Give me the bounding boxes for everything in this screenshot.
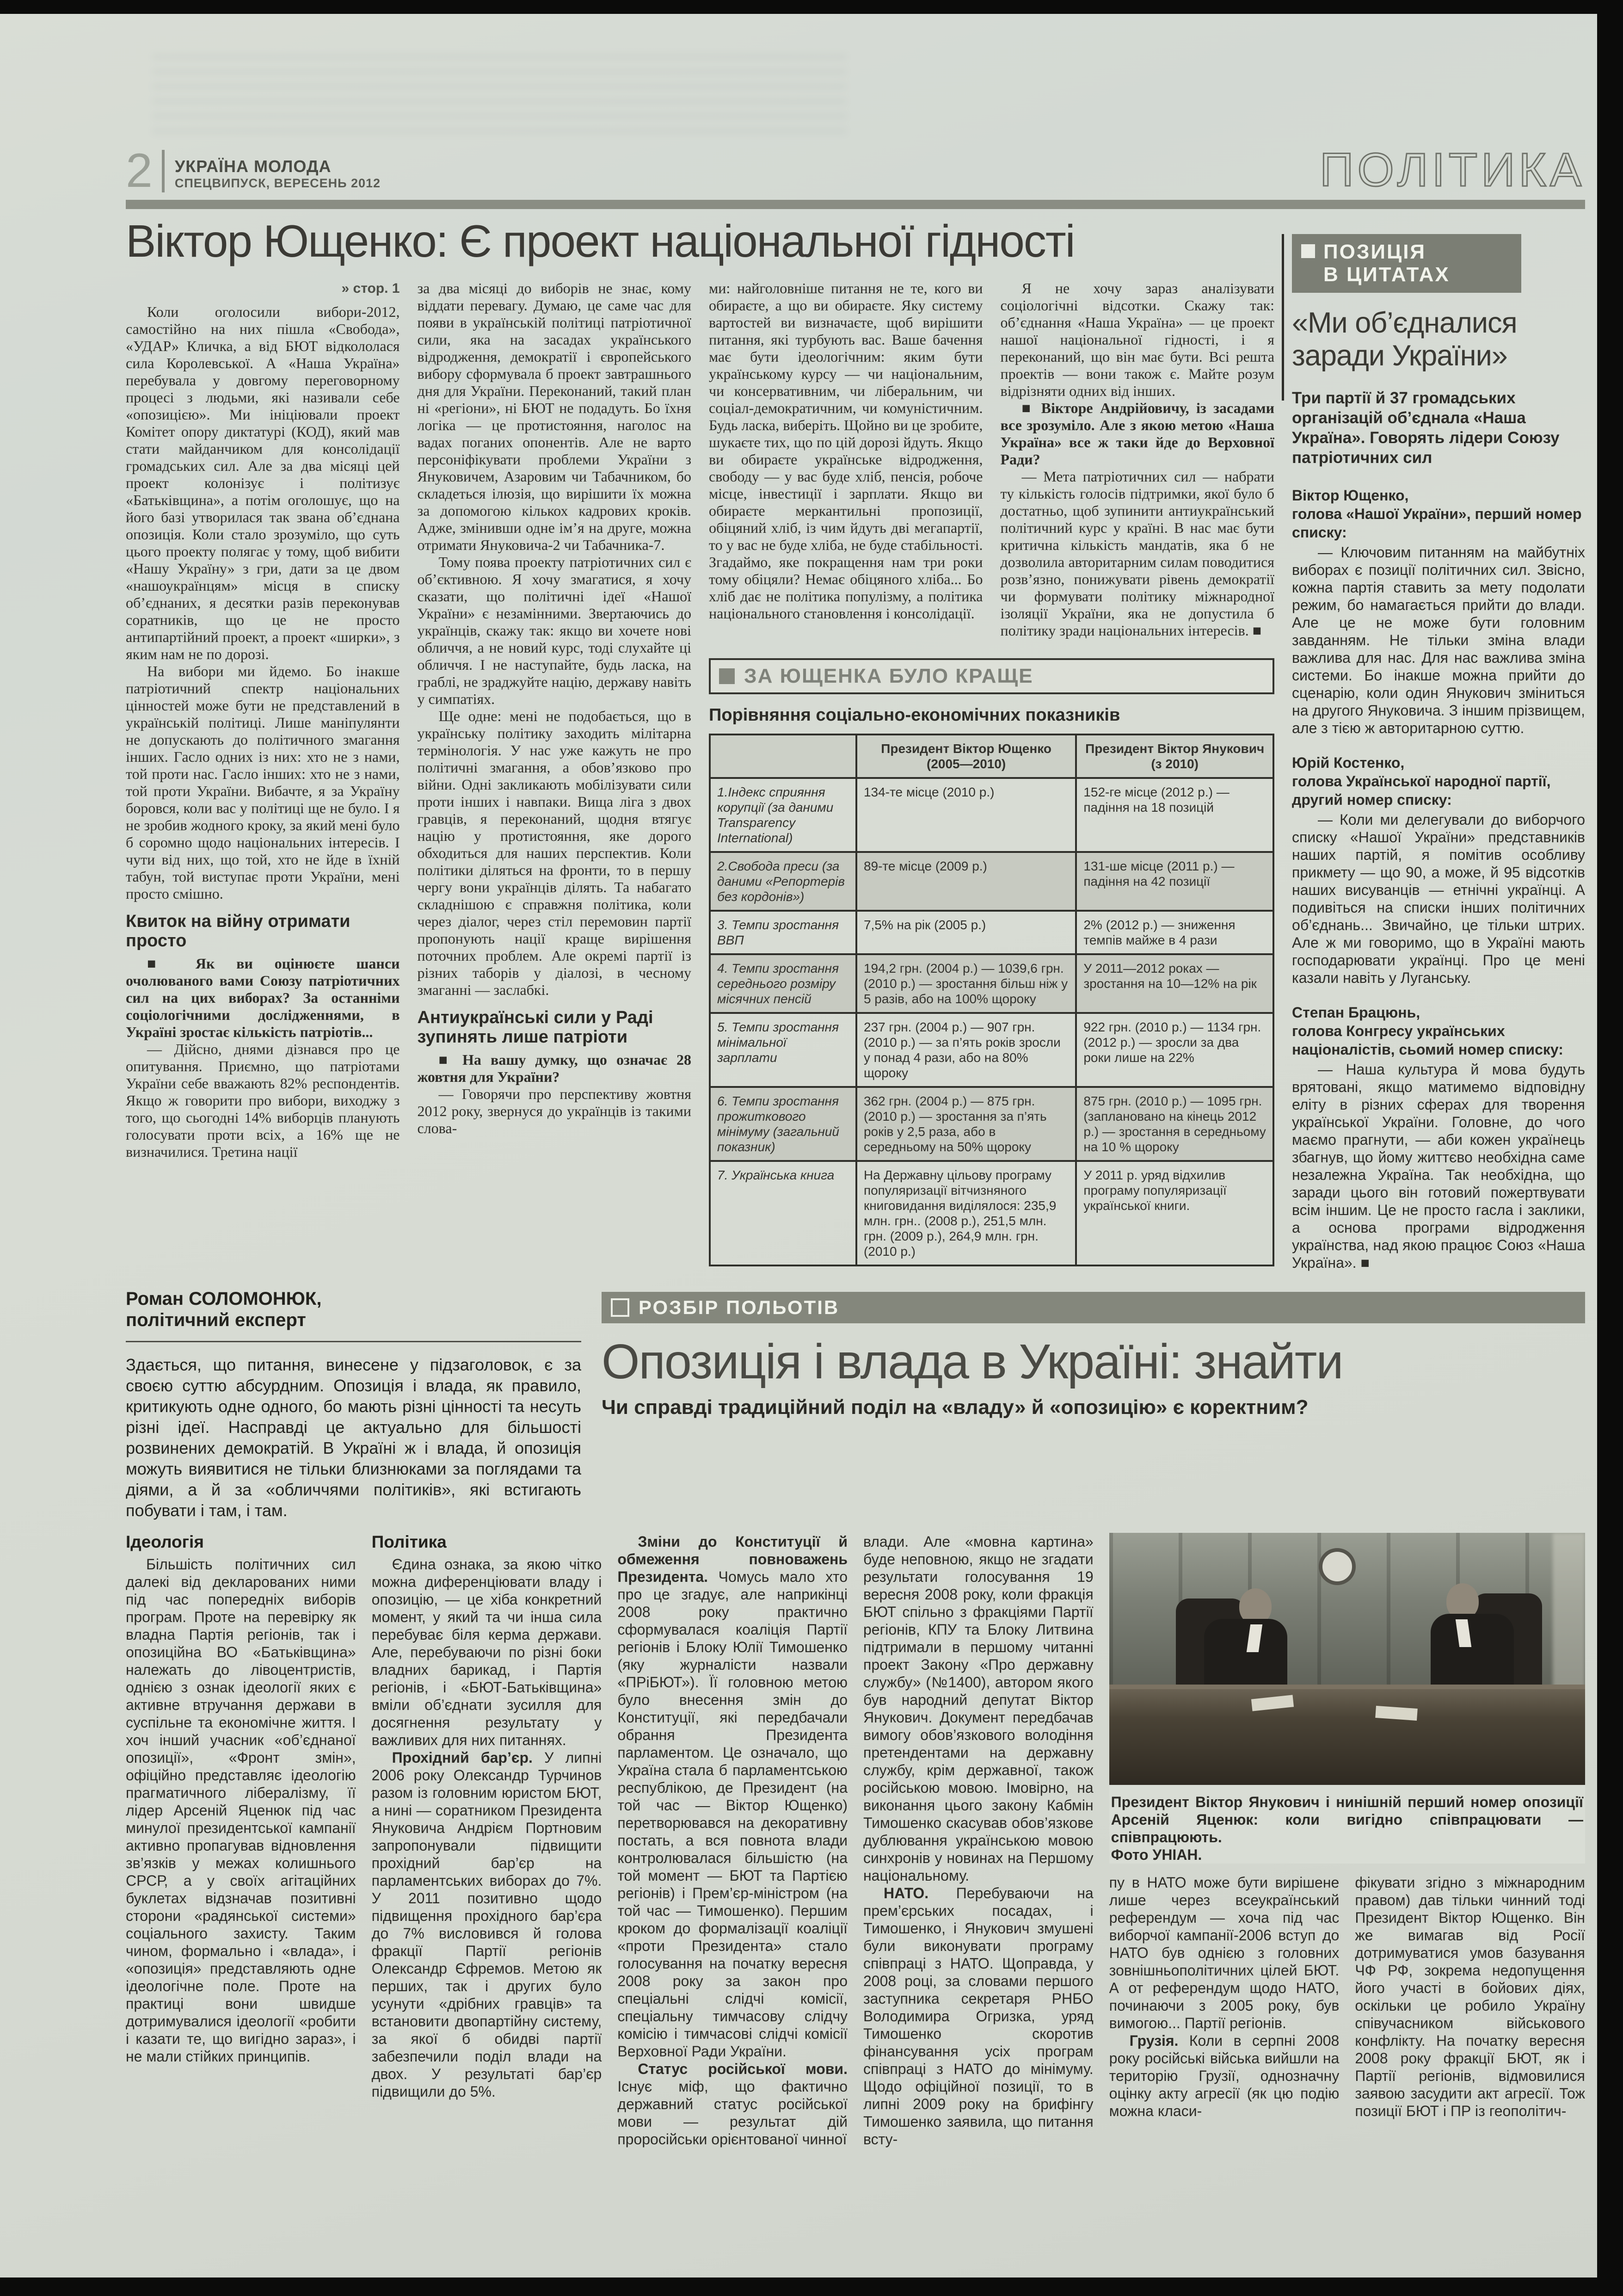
quote-bratsyun: [1292, 1003, 1585, 1271]
row-label: 7. Українська книга: [710, 1161, 856, 1265]
paragraph: [1109, 2032, 1340, 2120]
interview-answer: — Мета патріотичних сил — набрати ту кількість голосів підтримки, якої було б достатньо, щоб зупинити антиукраїнський політичний курс у країні. В нас має бути критична кількість мандатів, яка б не дозволила авторитарним силам поводитися розв’язно, понижувати рівень демократії чи формувати політику міжнародної ізоляції України, яка не допустила б політику зради національних інтересів. ■: [1000, 468, 1275, 639]
bottom-column-6: [1355, 1874, 1585, 2120]
interview-question: ■ Вікторе Андрійовичу, із засадами все зрозуміло. Але з якою метою «Наша Україна» все ж таки йде до Верховної Ради?: [1000, 399, 1275, 468]
sidebar-lead: Три партії й 37 громадських організацій об’єднала «Наша Україна». Говорять лідери Союзу патріотичних сил: [1292, 389, 1560, 467]
article-intro: Здається, що питання, винесене у підзаголовок, є за своєю суттю абсурдним. Опозиція і влада, як правило, критикують одне одного, бо мають різні цінності та несуть різні ідеї. Насправді це актуально для більшості розвинених демократій. В Україні ж і влада, й опозиція можуть виявитися не тільки близнюками за поглядами та діями, а й за «обличчями політиків», які встигають побувати і там, і там.: [126, 1355, 581, 1520]
yushchenko-value: 89-те місце (2009 р.): [856, 852, 1076, 911]
bottom-kicker: [602, 1292, 1585, 1323]
author-rule: [126, 1341, 581, 1342]
paragraph: Ще одне: мені не подобається, що в українську політику заходить мілітарна термінологія. У нас уже кажуть не про політичні змагання, а обов’язково про війни. Одні закликають мобілізувати сили проти інших і навпаки. Вища ліга з двох гравців, я переконаний, щодня втягує націю у протистояння, яке дорого обходиться для наших перспектив. Коли політики діляться на фронти, то в першу чергу вони українців ділять. Та набагато складнішою є справжня політика, коли через діалог, через стіл перемовин партії пропонують нації краще вирішення поточних проблем. Але окремі партії із різних таборів у діалозі, в чесному змаганні — заслабкі.: [417, 707, 691, 998]
newspaper-page: [0, 14, 1597, 2277]
article-subhead: Антиукраїнські сили у Раді зупинять лише патріоти: [417, 1007, 653, 1047]
author-role: політичний експерт: [126, 1309, 306, 1330]
yushchenko-value: 362 грн. (2004 р.) — 875 грн. (2010 р.) — зростання за п’ять років у 2,5 раза, або в середньому на 50% щороку: [856, 1087, 1076, 1161]
paragraph: Єдина ознака, за якою чітко можна диференціювати владу і опозицію, — це хіба конкретний момент, у який та чи інша сила перебуває біля керма держави. Але, перебуваючи по різні боки владних барикад, і Партія регіонів, і «БЮТ-Батьківщина» вміли об’єднати зусилля для досягнення результату у важливих для них питаннях.: [371, 1555, 602, 1748]
yanukovych-header: Президент Віктор Янукович (з 2010): [1076, 734, 1273, 778]
photo-yanukovych-yatsenyuk: [1109, 1533, 1585, 1785]
paragraph-rest: Перебуваючи на прем’єрських посадах, і Тимошенко, і Янукович змушені були виконувати програму співпраці з НАТО. Щоправда, у 2008 році, за словами першого заступника секретаря РНБО Володимира Огризка, уряд Тимошенко скоротив фінансування усіх програм співпраці з НАТО до мінімуму. Щодо офіційної позиції, то в липні 2009 року на брифінгу Тимошенко заявила, що питання всту-: [863, 1884, 1094, 2148]
quote-author: [1292, 753, 1585, 809]
author-role: голова Конгресу українських націоналістів, сьомий номер списку:: [1292, 1022, 1563, 1058]
column-head: Політика: [371, 1532, 447, 1551]
author-name: Степан Брацюнь,: [1292, 1004, 1420, 1021]
paragraph-rest: Коли в серпні 2008 року російські війська вийшли на територію Грузії, однозначну оцінку акту агресії (як цю подію можна класи-: [1109, 2032, 1340, 2119]
photo-caption: Президент Віктор Янукович і нинішній перший номер опозиції Арсеній Яценюк: коли вигідно співпрацювати — співпрацюють.: [1111, 1793, 1583, 1845]
bottom-article: [126, 1288, 1585, 2148]
paragraph: [863, 1884, 1094, 2148]
yushchenko-header: Президент Віктор Ющенко (2005—2010): [856, 734, 1076, 778]
photo-wall-clock: [1319, 1548, 1356, 1585]
sidebar-kicker-label: [1323, 241, 1450, 286]
brand-name: УКРАЇНА МОЛОДА: [174, 156, 332, 176]
yanukovych-value: У 2011 р. уряд відхилив програму популяризації української книги.: [1076, 1161, 1273, 1265]
article-column-1: [126, 280, 400, 1271]
bottom-column-3: [617, 1533, 848, 2148]
quote-author: [1292, 1003, 1585, 1059]
paragraph-rest: Існує міф, що фактично державний статус російської мови — результат дій проросійськи орієнтованої чинної: [617, 2078, 848, 2148]
paragraph: Коли оголосили вибори-2012, самостійно на них пішла «Свобода», «УДАР» Кличка, а від БЮТ відкололася сила Королевської. А «Наша Україна» перебувала у довгому переговорному процесі з людьми, які називали себе «опозицією». Ми ініціювали проект Комітет опору диктатурі (КОД), який мав стати майданчиком для консолідації громадських сил. Але за два місяці цей проект колонізує і політизує «Батьківщина», а потім оголошує, що на його базі утворилася так звана об’єднана опозиція. Коли стало зрозуміло, що суть цього проекту полягає у тому, щоб вибити «Нашу Україну» з гри, дати за це двом «нашоукраїнцям» місця в списку об’єднаних, я десятки разів переконував соратників, що це не просто антипартійний проект, а проект «ширки», з яким нам не по дорозі.: [126, 303, 400, 662]
table-kicker: [709, 658, 1274, 694]
yushchenko-value: 134-те місце (2010 р.): [856, 778, 1076, 852]
comparison-table-block: [709, 658, 1274, 1271]
paragraph: фікувати згідно з міжнародним правом) дав тільки чинний тоді Президент Віктор Ющенко. Він же вимагав від Росії дотримуватися умов базування ЧФ РФ, зокрема недопущення його участі в бойових діях, оскільки це робило Україну співучасником військового конфлікту. На початку вересня 2008 року фракції БЮТ, як і Партії регіонів, відмовилися заявою засудити акт агресії. Тож позиції БЮТ і ПР із геополітич-: [1355, 1874, 1585, 2119]
table-row: [710, 911, 1273, 954]
paragraph: ми: найголовніше питання не те, кого ви обираєте, а що ви обираєте. Яку систему вартостей ви визначаєте, щоб вирішити питання, які турбують вас. Ваше бачення має бути ідеологічним: яким бути українському курсу — чи національним, чи консервативним, чи ліберальним, чи соціал-демократичним, чи комуністичним. Будь ласка, виберіть. Щойно ви це зробите, шукаєте тих, що по цій дорозі йдуть. Якщо ви обираєте українське відродження, свободу — у вас буде хліб, пенсія, робоче місце, інвестиції і зарплати. Якщо ви обираєте меркантильні пропозиції, обіцяний хліб, із чим йдуть дві мегапартії, то у вас не буде хліба, не буде стабільності. Згадаймо, яке покращення нам три роки тому обіцяли? Немає обіцяного хліба... Бо хліб дає не політика популізму, а політика національного становлення і консолідації.: [709, 279, 983, 622]
table-body: [710, 778, 1273, 1265]
row-label: 5. Темпи зростання мінімальної зарплати: [710, 1013, 856, 1087]
yushchenko-value: 194,2 грн. (2004 р.) — 1039,6 грн. (2010 р.) — зростання більш ніж у 5 разів, або на 100% щороку: [856, 954, 1076, 1013]
author-block: [126, 1288, 581, 1521]
yushchenko-value: 237 грн. (2004 р.) — 907 грн. (2010 р.) — за п’ять років зросли у понад 4 рази, або на 80% щороку: [856, 1013, 1076, 1087]
column-head: Ідеологія: [126, 1532, 204, 1551]
paragraph: за два місяці до виборів не знає, кому віддати перевагу. Думаю, це саме час для появи в українській політиці патріотичної сили, яка на засадах українського відродження, демократії і європейського вибору сформувала б проект завтрашнього дня для України. Переконаний, такий план ні «регіони», ні БЮТ не подадуть. Бо їхня логіка — це протистояння, наголос на вадах поганих опонентів. Але не варто персоніфікувати проблеми України з Януковичем, Азаровим чи Табачником, бо складеться ілюзія, що вирішити їх можна за допомогою кількох кадрових кроків. Адже, змінивши одне ім’я на друге, можна отримати Януковича-2 чи Табачника-7.: [417, 279, 691, 553]
paragraph-lead: Статус російської мови.: [638, 2060, 848, 2077]
paragraph: На вибори ми йдемо. Бо інакше патріотичний спектр національних цінностей може бути не представлений в українській політиці. Лише маніпулянти не допускають до політичного змагання інших. Гасло одних із них: хто не з нами, той проти нас. Гасло інших: хто не з нами, той проти України. Вибачте, я за Україну боровся, коли вас у політиці ще не було. І я не зробив жодного кроку, за який мені було б соромно щодо національних інтересів. І чути від них, що той, хто не йде в їхній табун, той виступає проти України, мені просто смішно.: [126, 662, 400, 902]
author-name: Віктор Ющенко,: [1292, 487, 1409, 504]
paragraph-lead: Прохідний бар’єр.: [392, 1749, 533, 1766]
quote-author: [1292, 486, 1585, 542]
page-content: [126, 133, 1585, 2269]
row-label: 6. Темпи зростання прожиткового мінімуму (загальний показник): [710, 1087, 856, 1161]
bottom-body: [126, 1533, 1585, 2148]
bottom-column-1: [126, 1533, 356, 2148]
indicator-header: [710, 734, 856, 778]
row-label: 1.Індекс сприяння корупції (за даними Transparency International): [710, 778, 856, 852]
table-kicker-label: ЗА ЮЩЕНКА БУЛО КРАЩЕ: [744, 664, 1033, 687]
yanukovych-value: 2% (2012 р.) — зниження темпів майже в 4 рази: [1076, 911, 1273, 954]
bottom-column-4: [863, 1533, 1094, 2148]
article-subhead: Квиток на війну отримати просто: [126, 911, 350, 950]
bottom-column-5: [1109, 1874, 1340, 2120]
page-number: 2: [126, 150, 165, 192]
bottom-subhead: Чи справді традиційний поділ на «владу» й «опозицію» є коректним?: [602, 1396, 1309, 1419]
quote-yushchenko: [1292, 486, 1585, 737]
table-header-row: [710, 734, 1273, 778]
photo-and-columns: [1109, 1533, 1585, 2148]
photo-credit: Фото УНІАН.: [1111, 1846, 1202, 1863]
comparison-table: [709, 734, 1274, 1266]
bottom-header: [126, 1288, 1585, 1521]
paragraph-rest: У липні 2006 року Олександр Турчинов разом із головним юристом БЮТ, а нині — соратником Президента Януковича Андрієм Портновим запропонували підвищити прохідний бар’єр на парламентських виборах до 7%. У 2011 позитивно щодо підвищення прохідного бар’єра до 7% висловився й голова фракції Партії регіонів Олександр Єфремов. Метою як перших, так і других було усунути «дрібних гравців» та встановити двопартійну систему, за якої б обидві партії забезпечили поділ влади на двох. У результаті бар’єр підвищили до 5%.: [371, 1749, 602, 2100]
paragraph: [372, 1749, 602, 2100]
quote-text: — Коли ми делегували до виборчого списку «Нашої України» представників наших партій, я помітив особливу прикмету — що 90, а може, й 95 відсотків наших висуванців — етнічні українці. А подивіться на списки інших політичних об’єднань... Звичайно, це тільки штрих. Але ж ми говоримо, що в Україні мають господарювати українці. Про це мені казали навіть у Луганську.: [1292, 811, 1585, 986]
yushchenko-value: На Державну цільову програму популяризації вітчизняного книговидання виділялося: 235,9 млн. грн.. (2008 р.), 251,5 млн. грн. (2009 р.), 264,9 млн. грн. (2010 р.): [856, 1161, 1076, 1265]
quote-kostenko: [1292, 753, 1585, 987]
table-row: [710, 852, 1273, 911]
yanukovych-value: 131-ше місце (2011 р.) — падіння на 42 позиції: [1076, 852, 1273, 911]
section-title: ПОЛІТИКА: [1320, 143, 1585, 197]
square-outline-icon: [611, 1298, 629, 1317]
row-label: 4. Темпи зростання середнього розміру місячних пенсій: [710, 954, 856, 1013]
main-headline: Віктор Ющенко: Є проект національної гідності: [126, 216, 1075, 266]
author-role: голова «Нашої України», перший номер списку:: [1292, 505, 1582, 541]
table-row: [710, 954, 1273, 1013]
table-title: Порівняння соціально-економічних показників: [709, 705, 1120, 725]
yanukovych-value: 875 грн. (2010 р.) — 1095 грн. (заплановано на кінець 2012 р.) — зростання в середньому на 10 % щороку: [1076, 1087, 1273, 1161]
photo-caption-block: [1109, 1785, 1585, 1864]
paragraph: Я не хочу зараз аналізувати соціологічні відсотки. Скажу так: об’єднання «Наша Україна» — це проект нашої національної гідності, і я переконаний, що він має бути. Всі решта проектів — вони також є. Майте розум відрізняти одних від інших.: [1000, 279, 1275, 399]
article-column-3: [709, 280, 983, 644]
row-label: 3. Темпи зростання ВВП: [710, 911, 856, 954]
square-bullet-icon: [1301, 244, 1315, 258]
kicker-line-1: ПОЗИЦІЯ: [1323, 241, 1426, 263]
paragraph: [617, 2060, 848, 2148]
yanukovych-value: 922 грн. (2010 р.) — 1134 грн. (2012 р.) — зросли за два роки лише на 22%: [1076, 1013, 1273, 1087]
table-head: [710, 734, 1273, 778]
bottom-headline-block: [602, 1288, 1585, 1521]
article-column-4: [1001, 280, 1275, 644]
brand-block: [175, 158, 381, 192]
quote-text: — Наша культура й мова будуть врятовані, якщо матимемо відповідну еліту в різних сферах для творення української України. Головне, до чого маємо прагнути, — аби кожен українець збагнув, що йому життєво необхідна саме незалежна Україна. Так необхідна, що заради цього він готовий пожертвувати всім іншим. Це не просто гасла і заклики, а основа програми відродження українства, над якою працює Союз «Наша Україна». ■: [1292, 1061, 1585, 1271]
bottom-kicker-label: РОЗБІР ПОЛЬОТІВ: [639, 1296, 840, 1318]
paragraph: пу в НАТО може бути вирішене лише через всеукраїнський референдум — хоча під час виборчої кампанії-2006 вступ до НАТО був однією з головних зовнішньополітичних цілей БЮТ. А от референдум щодо НАТО, починаючи з 2005 року, був вимогою... Партії регіонів.: [1109, 1874, 1340, 2031]
author-name: Юрій Костенко,: [1292, 754, 1405, 771]
interview-question: ■ Як ви оцінюєте шанси очолюваного вами Союзу патріотичних сил на цих виборах? За останніми соціологічними дослідженнями, в Україні зростає кількість патріотів...: [126, 955, 400, 1040]
paragraph-rest: Чомусь мало хто про це згадує, але наприкінці 2008 року практично сформувалася коаліція Партії регіонів і Блоку Юлії Тимошенко (яку журналісти назвали «ПРіБЮТ»). Її головною метою було внесення змін до Конституції, які передбачали обрання Президента парламентом. Це означало, що Україна стала б парламентською республікою, де Президент (на той час — Віктор Ющенко) перетворювався на декоративну постать, а вся повнота влади контролювалася більшістю (на той момент — БЮТ та Партією регіонів) і Прем’єр-міністром (на той час — Тимошенко). Першим кроком до формалізації коаліції «проти Президента» стало голосування на початку вересня 2008 року за закон про спеціальні слідчі комісії, спеціальну тимчасову слідчу комісію і тимчасові слідчі комісії Верховної Ради України.: [617, 1568, 848, 2060]
yushchenko-value: 7,5% на рік (2005 р.): [856, 911, 1076, 954]
table-row: [710, 1087, 1273, 1161]
paragraph: Тому поява проекту патріотичних сил є об’єктивною. Я хочу змагатися, я хочу сказати, що політичні ідеї «Нашої України» є незамінними. Звертаючись до українців, скажу так: якщо ви хочете нові обличчя, а не новий курс, тоді слухайте ці обличчя. І не наступайте, будь ласка, на граблі, не зраджуйте націю, державу навіть у симпатіях.: [417, 553, 691, 707]
quotes-sidebar: [1292, 216, 1585, 1271]
bottom-headline: Опозиція і влада в Україні: знайти: [602, 1334, 1343, 1389]
kicker-line-2: В ЦИТАТАХ: [1323, 263, 1450, 286]
photo-desk: [1109, 1685, 1585, 1785]
masthead: [126, 133, 1585, 198]
table-row: [710, 778, 1273, 852]
yanukovych-value: У 2011—2012 роках — зростання на 10—12% на рік: [1076, 954, 1273, 1013]
paragraph-lead: НАТО.: [883, 1884, 929, 1901]
interview-answer: — Говорячи про перспективу жовтня 2012 року, звернуся до українців із такими слова-: [417, 1085, 691, 1136]
interview-answer: — Дійсно, днями дізнався про це опитування. Приємно, що патріотами України себе вважають 82% респондентів. Якщо ж говорити про вибори, виходжу з того, що сьогодні 14% виборців планують голосувати проти всіх, а 16% ще не визначилися. Третина нації: [126, 1040, 400, 1160]
page-bleed-through: [153, 46, 846, 134]
table-row: [710, 1013, 1273, 1087]
article-column-2: [418, 280, 692, 1271]
masthead-left: [126, 144, 381, 198]
photo-side-columns: [1109, 1874, 1585, 2120]
paragraph: [617, 1533, 848, 2060]
table-row: [710, 1161, 1273, 1265]
yanukovych-value: 152-ге місце (2012 р.) — падіння на 18 позицій: [1076, 778, 1273, 852]
author-name: Роман СОЛОМОНЮК,: [126, 1288, 322, 1309]
issue-info: СПЕЦВИПУСК, ВЕРЕСЕНЬ 2012: [174, 176, 381, 190]
author-role: голова Української народної партії, другий номер списку:: [1292, 772, 1551, 808]
paragraph: влади. Але «мовна картина» буде неповною, якщо не згадати результати голосування 19 вересня 2008 року, коли фракція БЮТ спільно з фракціями Партії регіонів, КПУ та Блоку Литвина підтримали в першому читанні проект Закону «Про державну службу» (№1400), автором якого був народний депутат Віктор Янукович. Документ передбачав вимогу обов’язкового володіння претендентами на державну службу, крім державної, також російською мовою. Імовірно, на виконання цього закону Кабмін Тимошенко скасував обов’язкове дублювання українською мовою синхронів у новинах на Першому національному.: [863, 1533, 1094, 1884]
sidebar-headline: «Ми об’єдналися заради України»: [1292, 306, 1517, 372]
paragraph-lead: Грузія.: [1129, 2032, 1179, 2049]
row-label: 2.Свобода преси (за даними «Репортерів без кордонів»): [710, 852, 856, 911]
main-article: [126, 216, 1585, 1271]
interview-question: ■ На вашу думку, що означає 28 жовтня для України?: [417, 1051, 691, 1085]
masthead-rule: [126, 200, 1585, 209]
paragraph: Більшість політичних сил далекі від декларованих ними під час попередніх виборів програм. Проте на перевірку як владна Партія регіонів, так і опозиційна ВО «Батьківщина» належать до лівоцентристів, однією з ознак ідеології яких є активне втручання держави в суспільне та економічне життя. І хоч інший учасник «об’єднаної опозиції», «Фронт змін», офіційно представляє ідеологію прагматичного лібералізму, її лідер Арсеній Яценюк під час минулої президентської кампанії активно пропагував відновлення зв’язків у межах колишнього СРСР, а у своїх агітаційних буклетах відзначав позитивні сторони «радянської системи» соціального захисту. Таким чином, формально і «влада», і «опозиція» представляють одне ідеологічне поле. Проте на практиці вони швидше дотримувалися ідеології «робити і казати те, що вигідно зараз», і не мали стійких принципів.: [126, 1555, 356, 2065]
sidebar-kicker: [1292, 234, 1521, 293]
quote-text: — Ключовим питанням на майбутніх виборах є позиції політичних сил. Звісно, кожна партія ставить за мету подолати режим, бо намагається прийти до влади. Але це не може бути головним завданням. Не тільки зміна влади важлива для нас. Для нас важлива зміна системи. Бо інакше можна прийти до сценарію, коли один Янукович зміниться на другого Януковича. З іншим прізвищем, але з тією ж авторитарною суттю.: [1292, 543, 1585, 736]
square-bullet-icon: [719, 668, 735, 684]
paragraph-lead: Зміни до Конституції й обмеження повноважень Президента.: [617, 1533, 848, 1585]
continuation-marker: » стор. 1: [341, 280, 400, 296]
bottom-column-2: [372, 1533, 602, 2148]
